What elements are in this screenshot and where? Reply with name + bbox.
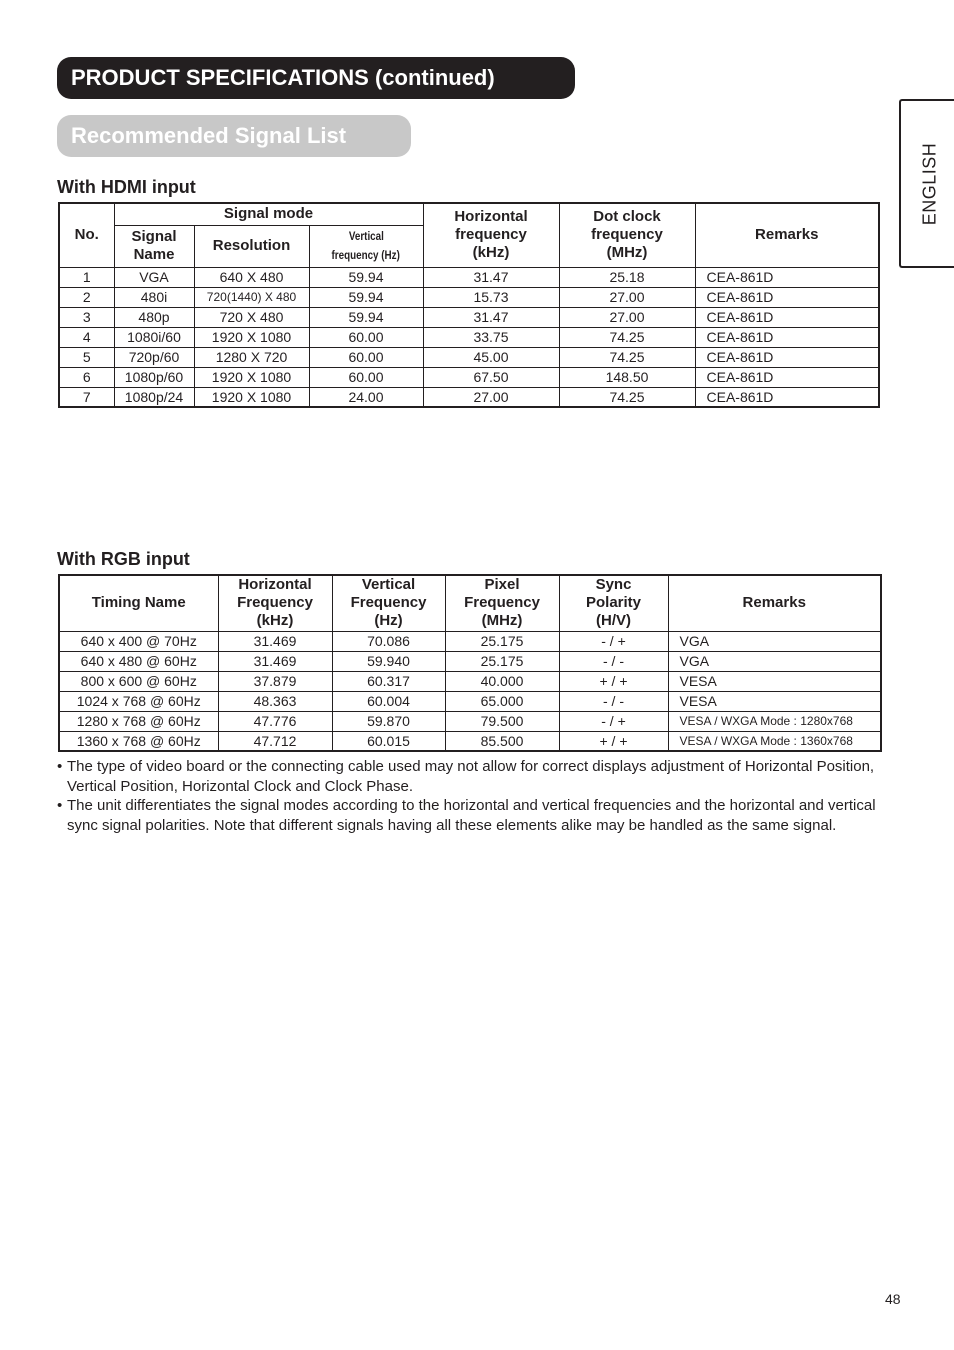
table-cell: VESA	[668, 691, 881, 711]
table-cell: 79.500	[445, 711, 559, 731]
table-cell: CEA-861D	[695, 367, 879, 387]
rgb-signal-table	[58, 574, 882, 752]
header-horizontal-frequency: Horizontal Frequency (kHz)	[218, 575, 332, 631]
table-cell: 59.940	[332, 651, 445, 671]
table-row	[59, 731, 881, 751]
table-cell: 2	[59, 287, 114, 307]
table-cell: 70.086	[332, 631, 445, 651]
table-row	[59, 327, 879, 347]
table-cell: 40.000	[445, 671, 559, 691]
header-signal-mode: Signal mode	[114, 203, 423, 225]
table-cell: 47.712	[218, 731, 332, 751]
rgb-table-body	[59, 631, 881, 751]
bullet: •	[57, 797, 63, 814]
table-cell: VGA	[114, 267, 194, 287]
table-cell: 1024 x 768 @ 60Hz	[59, 691, 218, 711]
header-vertical-frequency: Vertical Frequency (Hz)	[332, 575, 445, 631]
table-cell: 60.004	[332, 691, 445, 711]
section-heading: Recommended Signal List	[57, 115, 411, 157]
language-tab	[899, 99, 954, 268]
table-cell: 31.469	[218, 651, 332, 671]
table-row	[59, 671, 881, 691]
table-cell: 74.25	[559, 347, 695, 367]
table-cell: 24.00	[309, 387, 423, 407]
table-cell: 1280 X 720	[194, 347, 309, 367]
table-cell: 1080i/60	[114, 327, 194, 347]
note-text: The type of video board or the connecting cable used may not allow for correct displays adjustment of Horizontal Position, Vertical Position, Horizontal Clock and Clock Phase.	[67, 758, 875, 795]
language-label: ENGLISH	[919, 142, 940, 225]
table-cell: - / -	[559, 651, 668, 671]
table-cell: 31.47	[423, 267, 559, 287]
table-cell: 1080p/60	[114, 367, 194, 387]
table-cell: 1080p/24	[114, 387, 194, 407]
table-cell: CEA-861D	[695, 387, 879, 407]
table-cell: - / +	[559, 711, 668, 731]
note-item	[57, 757, 882, 797]
header-dot-clock: Dot clock frequency (MHz)	[559, 203, 695, 267]
hdmi-table-body	[59, 267, 879, 407]
header-no: No.	[59, 203, 114, 267]
table-cell: - / -	[559, 691, 668, 711]
table-cell: VGA	[668, 651, 881, 671]
table-cell: 27.00	[559, 307, 695, 327]
table-cell: 800 x 600 @ 60Hz	[59, 671, 218, 691]
table-cell: VGA	[668, 631, 881, 651]
table-cell: + / +	[559, 671, 668, 691]
note-item	[57, 796, 882, 836]
header-sync-polarity: Sync Polarity (H/V)	[559, 575, 668, 631]
table-cell: 67.50	[423, 367, 559, 387]
table-cell: 7	[59, 387, 114, 407]
table-cell: VESA / WXGA Mode : 1280x768	[668, 711, 881, 731]
notes	[57, 757, 882, 836]
table-cell: 47.776	[218, 711, 332, 731]
table-cell: 27.00	[423, 387, 559, 407]
table-cell: 59.94	[309, 287, 423, 307]
table-row	[59, 387, 879, 407]
table-cell: 1920 X 1080	[194, 387, 309, 407]
table-cell: 74.25	[559, 327, 695, 347]
table-row	[59, 651, 881, 671]
table-row	[59, 267, 879, 287]
table-cell: 85.500	[445, 731, 559, 751]
header-timing-name: Timing Name	[59, 575, 218, 631]
header-remarks: Remarks	[695, 203, 879, 267]
header-signal-name: Signal Name	[114, 225, 194, 267]
table-cell: 720 X 480	[194, 307, 309, 327]
table-row	[59, 631, 881, 651]
header-pixel-frequency: Pixel Frequency (MHz)	[445, 575, 559, 631]
table-cell: 59.870	[332, 711, 445, 731]
table-cell: CEA-861D	[695, 327, 879, 347]
table-cell: 31.47	[423, 307, 559, 327]
header-vertical-frequency: Vertical frequency (Hz)	[309, 225, 423, 267]
rgb-section-title: With RGB input	[57, 549, 190, 569]
page-title: PRODUCT SPECIFICATIONS (continued)	[57, 57, 575, 99]
header-horizontal-frequency: Horizontal frequency (kHz)	[423, 203, 559, 267]
table-cell: 4	[59, 327, 114, 347]
table-row	[59, 691, 881, 711]
table-cell: CEA-861D	[695, 307, 879, 327]
header-resolution: Resolution	[194, 225, 309, 267]
table-cell: 720p/60	[114, 347, 194, 367]
table-cell: 3	[59, 307, 114, 327]
table-cell: 60.00	[309, 327, 423, 347]
table-cell: 48.363	[218, 691, 332, 711]
table-row	[59, 367, 879, 387]
table-cell: 65.000	[445, 691, 559, 711]
table-cell: 33.75	[423, 327, 559, 347]
table-cell: 59.94	[309, 267, 423, 287]
table-cell: 60.00	[309, 347, 423, 367]
table-cell: 25.175	[445, 651, 559, 671]
table-row	[59, 711, 881, 731]
table-cell: VESA	[668, 671, 881, 691]
table-cell: 640 x 400 @ 70Hz	[59, 631, 218, 651]
table-cell: 59.94	[309, 307, 423, 327]
header-remarks: Remarks	[668, 575, 881, 631]
table-cell: 1	[59, 267, 114, 287]
table-cell: 1920 X 1080	[194, 367, 309, 387]
table-cell: 25.175	[445, 631, 559, 651]
table-cell: 37.879	[218, 671, 332, 691]
table-cell: + / +	[559, 731, 668, 751]
table-cell: 480i	[114, 287, 194, 307]
table-cell: 15.73	[423, 287, 559, 307]
table-cell: CEA-861D	[695, 287, 879, 307]
table-cell: 1360 x 768 @ 60Hz	[59, 731, 218, 751]
table-cell: 74.25	[559, 387, 695, 407]
table-cell: 45.00	[423, 347, 559, 367]
table-cell: 1280 x 768 @ 60Hz	[59, 711, 218, 731]
table-cell: CEA-861D	[695, 267, 879, 287]
hdmi-section-title: With HDMI input	[57, 177, 196, 197]
table-cell: 31.469	[218, 631, 332, 651]
table-cell: - / +	[559, 631, 668, 651]
table-cell: 1920 X 1080	[194, 327, 309, 347]
table-row	[59, 287, 879, 307]
hdmi-signal-table	[58, 202, 880, 408]
table-cell: 6	[59, 367, 114, 387]
table-cell: 640 x 480 @ 60Hz	[59, 651, 218, 671]
table-cell: 27.00	[559, 287, 695, 307]
table-cell: VESA / WXGA Mode : 1360x768	[668, 731, 881, 751]
table-cell: 148.50	[559, 367, 695, 387]
note-text: The unit differentiates the signal modes according to the horizontal and vertical frequencies and the horizontal and vertical sync signal polarities. Note that different signals having all these elements alike may be handled as the same signal.	[67, 797, 876, 834]
table-cell: 5	[59, 347, 114, 367]
table-row	[59, 307, 879, 327]
page-number: 48	[885, 1291, 901, 1307]
table-cell: 60.015	[332, 731, 445, 751]
table-cell: CEA-861D	[695, 347, 879, 367]
table-cell: 720(1440) X 480	[194, 287, 309, 307]
table-cell: 60.00	[309, 367, 423, 387]
table-row	[59, 347, 879, 367]
table-cell: 60.317	[332, 671, 445, 691]
table-cell: 640 X 480	[194, 267, 309, 287]
table-cell: 25.18	[559, 267, 695, 287]
table-cell: 480p	[114, 307, 194, 327]
bullet: •	[57, 758, 63, 775]
